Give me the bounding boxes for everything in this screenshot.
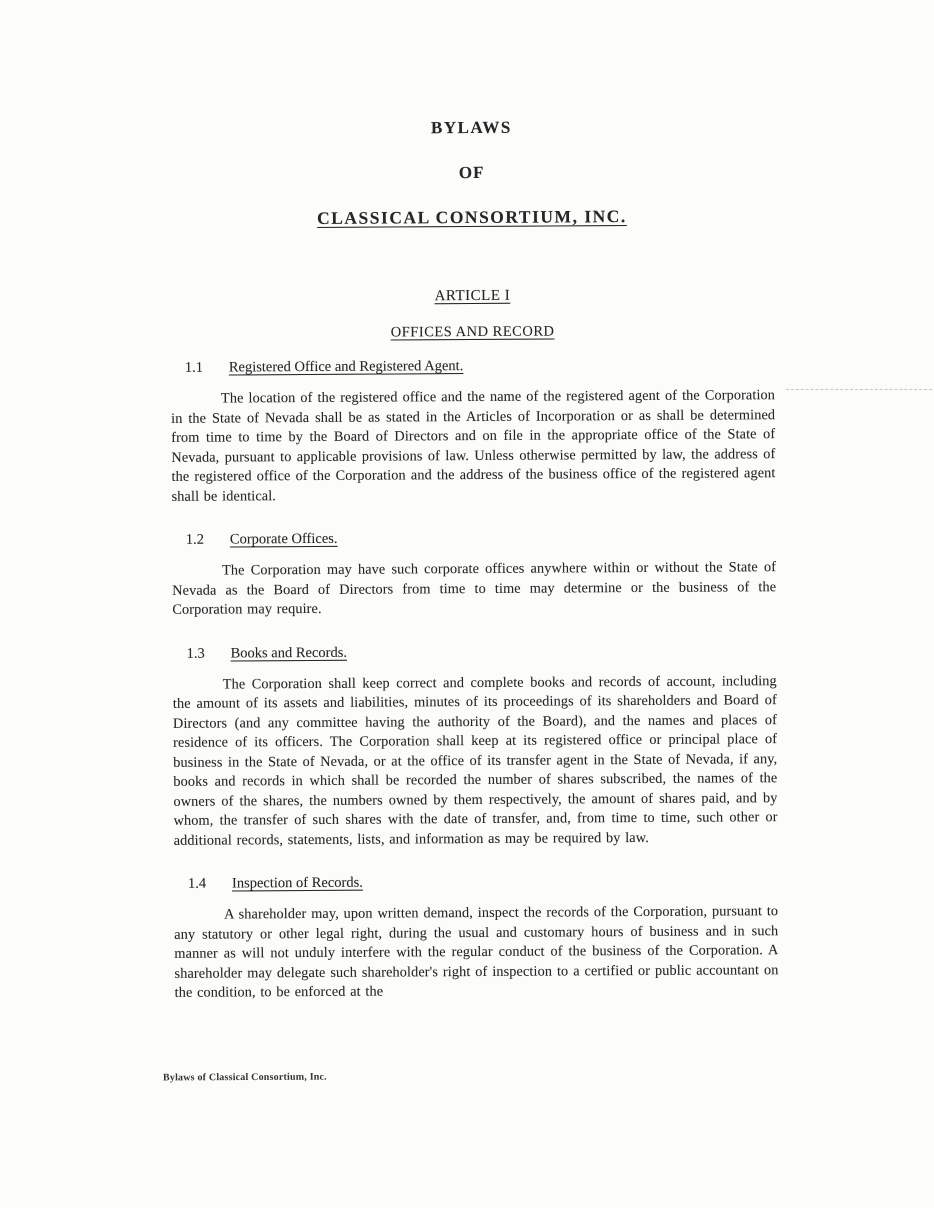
section-paragraph: A shareholder may, upon written demand, inspect the records of the Corporation, pursuant to any statutory or other legal right, during the usual and customary hours of business and in such manner as will not unduly interfere with the regular conduct of the business of the Corporation. A shareholder may delegate such shareholder's right of inspection to a certified or public accountant on the condition, to be enforced at the (174, 903, 779, 1001)
doc-title-bylaws: BYLAWS (430, 117, 512, 138)
page-footer: Bylaws of Classical Consortium, Inc. (162, 1071, 327, 1084)
section-paragraph: The Corporation may have such corporate offices anywhere within or without the State of Nevada as the Board of Directors from time to time may determine or the business of the Corporation may require. (172, 559, 777, 618)
article-heading: ARTICLE I (434, 287, 511, 305)
section-heading-row (172, 528, 776, 549)
section-title: Registered Office and Registered Agent. (228, 358, 464, 376)
section-title: Corporate Offices. (229, 530, 338, 548)
doc-title-company-name: CLASSICAL CONSORTIUM, INC. (317, 206, 627, 228)
doc-title-of: OF (458, 162, 485, 183)
section-inspection-of-records (174, 872, 779, 1003)
section-heading-row (173, 642, 777, 663)
section-number: 1.2 (185, 531, 205, 548)
section-registered-office (171, 356, 776, 507)
section-paragraph: The Corporation shall keep correct and complete books and records of account, including the amount of its assets and liabilities, minutes of its proceedings of its shareholders and Board of Directors (and any committee having the authority of the Board), and the names and places of residence of its officers. The Corporation shall keep at its registered office or principal place of business in the State of Nevada, or at the office of its transfer agent in the State of Nevada, if any, books and records in which shall be recorded the number of shares subscribed, the names of the owners of the shares, the numbers owned by them respectively, the amount of shares paid, and by whom, the transfer of such shares with the date of transfer, and, from time to time, such other or additional records, statements, lists, and information as may be required by law. (172, 672, 778, 849)
section-paragraph: The location of the registered office and the name of the registered agent of the Corporation in the State of Nevada shall be as stated in the Articles of Incorporation or as shall be determined from time to time by the Board of Directors and on file in the appropriate office of the State of Nevada, pursuant to applicable provisions of law. Unless otherwise permitted by law, the address of the registered office of the Corporation and the address of the business office of the registered agent shall be identical. (171, 387, 776, 505)
section-title: Books and Records. (230, 644, 348, 661)
article-subheading: OFFICES AND RECORD (390, 323, 555, 341)
scan-artifact-dotted-line (786, 389, 932, 390)
section-books-and-records (173, 642, 778, 851)
section-number: 1.4 (187, 875, 207, 892)
section-heading-row (171, 356, 775, 377)
document-content (169, 116, 778, 1003)
section-corporate-offices (172, 528, 777, 620)
section-number: 1.3 (186, 645, 205, 662)
section-heading-row (174, 872, 778, 893)
section-title: Inspection of Records. (231, 874, 363, 892)
section-number: 1.1 (184, 359, 203, 376)
